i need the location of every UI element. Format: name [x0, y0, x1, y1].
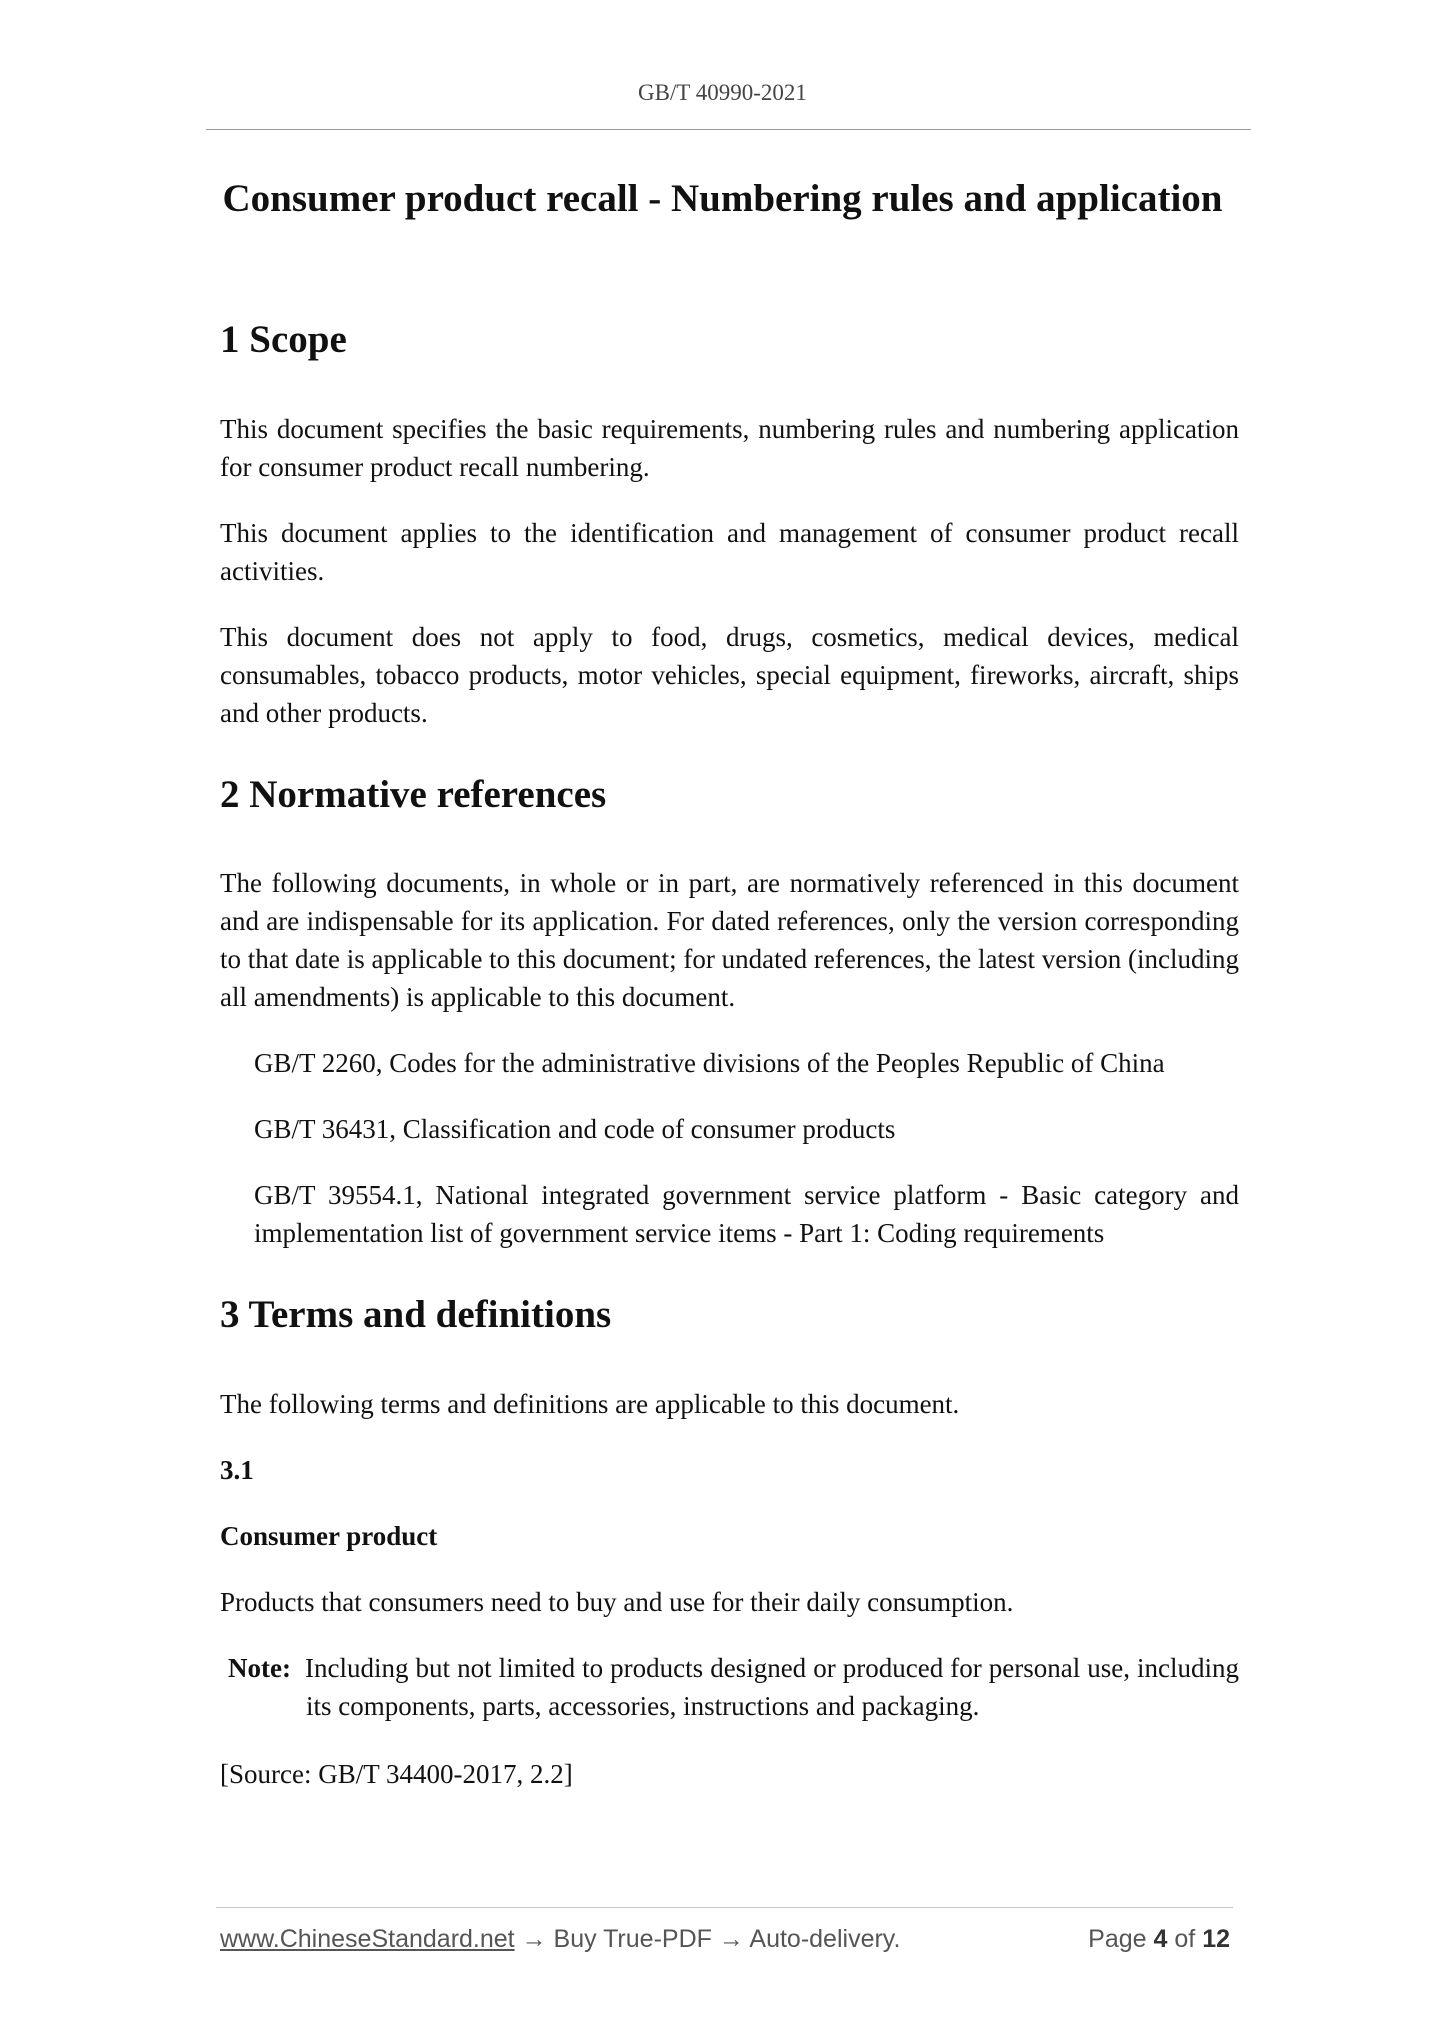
paragraph: The following terms and definitions are applicable to this document. [220, 1389, 960, 1420]
footer-divider [216, 1907, 1233, 1908]
footer-tagline: → Buy True-PDF → Auto-delivery. [514, 1925, 901, 1953]
note-label: Note: [228, 1653, 291, 1684]
section-heading-normative-references: 2 Normative references [220, 772, 607, 816]
reference-item: GB/T 36431, Classification and code of consumer products [254, 1114, 896, 1145]
document-title: Consumer product recall - Numbering rules and application [222, 177, 1223, 220]
header-divider [206, 129, 1251, 130]
header-document-id: GB/T 40990-2021 [638, 80, 807, 105]
paragraph: This document does not apply to food, drugs, cosmetics, medical devices, medical consumables, tobacco products, motor vehicles, special equipment, fireworks, aircraft, ships and other products. [220, 621, 1239, 728]
page-label: Page [1088, 1925, 1147, 1953]
reference-item: GB/T 2260, Codes for the administrative divisions of the Peoples Republic of China [254, 1048, 1165, 1079]
term-source: [Source: GB/T 34400-2017, 2.2] [220, 1759, 573, 1790]
footer [220, 1925, 1230, 1954]
term-note [220, 1649, 1239, 1725]
note-text: Including but not limited to products designed or produced for personal use, including its components, parts, accessories, instructions and packaging. [305, 1653, 1239, 1722]
term-number: 3.1 [220, 1455, 254, 1486]
paragraph: This document specifies the basic requirements, numbering rules and numbering application for consumer product recall numbering. [220, 413, 1239, 482]
reference-item: GB/T 39554.1, National integrated government service platform - Basic category and implementation list of government service items - Part 1: Coding requirements [254, 1180, 1239, 1249]
paragraph: The following documents, in whole or in part, are normatively referenced in this document and are indispensable for its application. For dated references, only the version corresponding to that date is applicable to this document; for undated references, the latest version (including all amendments) is applicable to this document. [220, 868, 1239, 1013]
paragraph: This document applies to the identification and management of consumer product recall activities. [220, 517, 1239, 586]
section-heading-terms-definitions: 3 Terms and definitions [220, 1293, 612, 1337]
page-counter [1088, 1925, 1230, 1954]
section-heading-scope: 1 Scope [220, 318, 347, 361]
term-definition: Products that consumers need to buy and use for their daily consumption. [220, 1587, 1014, 1618]
footer-site-link[interactable]: www.ChineseStandard.net [220, 1925, 515, 1953]
term-name: Consumer product [220, 1521, 438, 1552]
page-current: 4 [1153, 1925, 1168, 1953]
document-body [220, 315, 1239, 1793]
page-total: 12 [1202, 1925, 1230, 1953]
page-of: of [1174, 1925, 1196, 1953]
